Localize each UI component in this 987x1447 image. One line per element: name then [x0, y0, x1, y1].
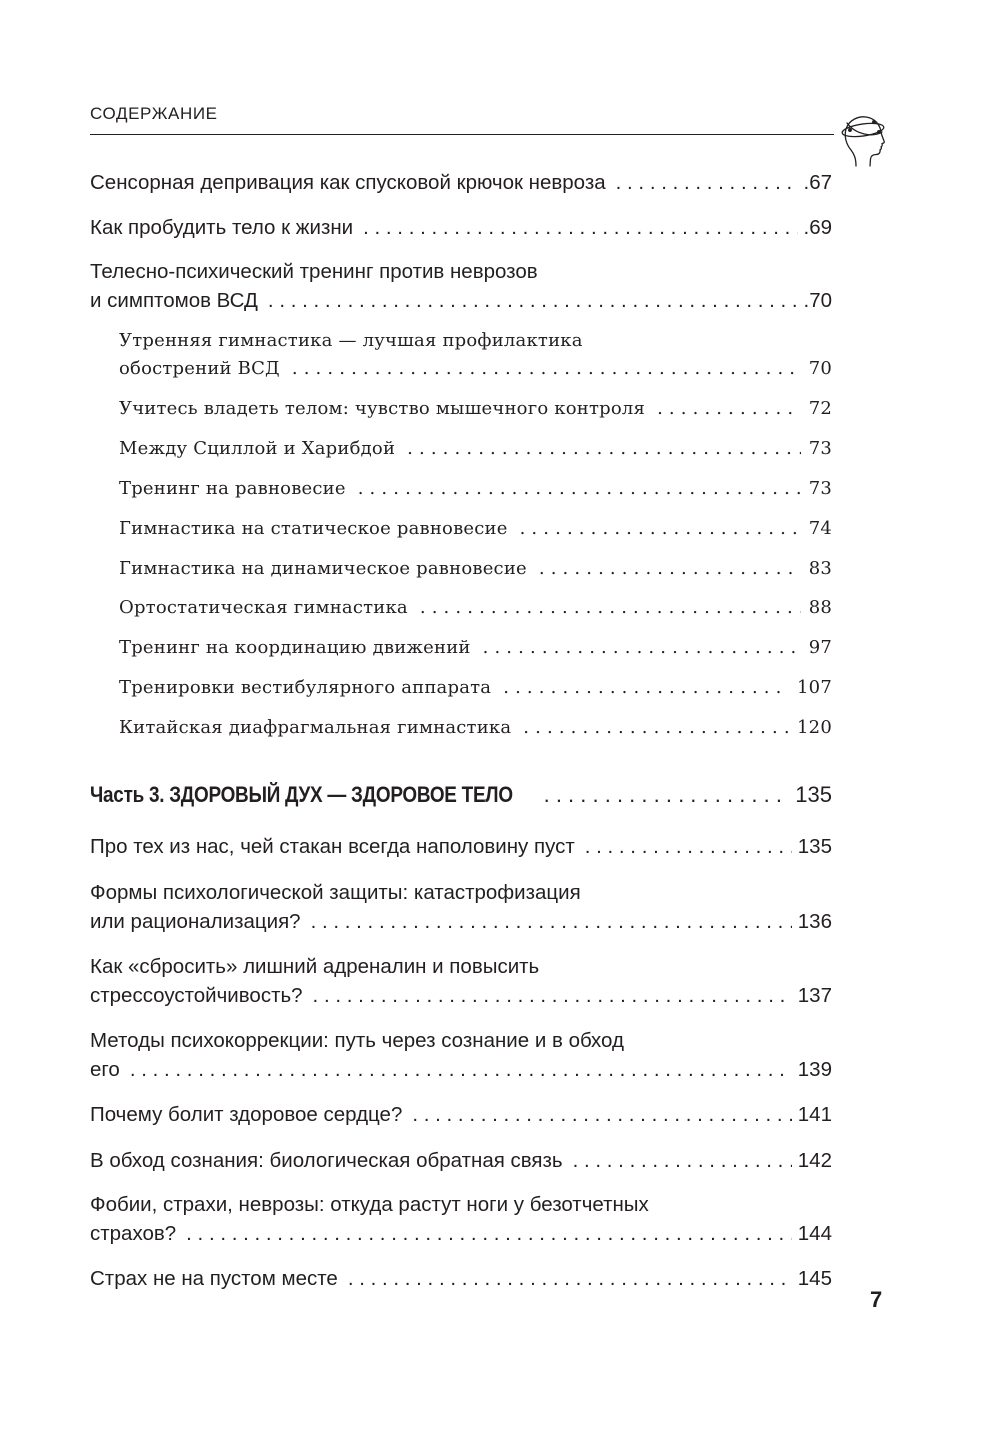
- toc-entry-page: 72: [808, 398, 832, 419]
- toc-entry-page: 139: [797, 1058, 832, 1081]
- toc-entry-row: [90, 168, 832, 197]
- toc-entry[interactable]: [90, 1026, 832, 1084]
- dot-leader: [483, 634, 801, 662]
- page-number: 7: [870, 1287, 883, 1312]
- toc-entry-page: 120: [797, 717, 832, 738]
- toc-entry[interactable]: [119, 674, 832, 702]
- toc-entry-title: или рационализация?: [90, 910, 301, 933]
- toc-entry-page: 73: [808, 478, 832, 499]
- toc-entry-row: [90, 1055, 832, 1084]
- toc-entry[interactable]: [90, 1100, 832, 1129]
- toc-entry-row: [119, 355, 832, 383]
- toc-entry-row: [119, 594, 832, 622]
- toc-entry-page: 135: [797, 835, 832, 858]
- toc-entry-page: 144: [797, 1222, 832, 1245]
- toc-entry-page: .70: [803, 289, 832, 312]
- toc-entry[interactable]: [90, 168, 832, 197]
- toc-entry[interactable]: [119, 714, 832, 742]
- toc-entry-title: Про тех из нас, чей стакан всегда наполовину пуст: [90, 835, 575, 858]
- dot-leader: [412, 1100, 791, 1129]
- toc-entry-page: 83: [808, 558, 832, 579]
- dot-leader: [616, 168, 798, 197]
- toc-entry-title: Часть 3. ЗДОРОВЫЙ ДУХ — ЗДОРОВОЕ ТЕЛО: [90, 782, 513, 807]
- toc-entry[interactable]: [90, 1146, 832, 1175]
- toc-entry-title-line: Утренняя гимнастика — лучшая профилактика: [119, 330, 583, 351]
- toc-entry[interactable]: [119, 555, 832, 583]
- toc-entry-title-line: Как «сбросить» лишний адреналин и повысить: [90, 955, 540, 978]
- dot-leader: [585, 832, 792, 861]
- toc-entry-title: стрессоустойчивость?: [90, 984, 303, 1007]
- toc-entry-title: Китайская диафрагмальная гимнастика: [119, 717, 512, 738]
- toc-entry-title: Тренировки вестибулярного аппарата: [119, 677, 492, 698]
- dot-leader: [130, 1055, 792, 1084]
- toc-entry-row: [119, 674, 832, 702]
- toc-entry-title: Как пробудить тело к жизни: [90, 216, 354, 239]
- toc-entry-row: [119, 395, 832, 423]
- toc-entry[interactable]: [90, 952, 832, 1010]
- toc-entry-row: [90, 1219, 832, 1248]
- dot-leader: [657, 395, 801, 423]
- toc-entry-page: 145: [797, 1267, 832, 1290]
- dot-leader: [292, 355, 801, 383]
- toc-entry-page: 88: [808, 597, 832, 618]
- toc-entry-title-line: Фобии, страхи, неврозы: откуда растут ноги у безотчетных: [90, 1193, 649, 1216]
- dot-leader: [520, 515, 801, 543]
- dot-leader: [186, 1219, 792, 1248]
- toc-entry-row: [90, 1146, 832, 1175]
- toc-entry-page: 136: [797, 910, 832, 933]
- toc-entry[interactable]: [119, 475, 832, 503]
- toc-entry-title: Тренинг на равновесие: [119, 478, 346, 499]
- toc-entry-row: [90, 832, 832, 861]
- toc-entry-title: В обход сознания: биологическая обратная связь: [90, 1149, 563, 1172]
- dot-leader: [313, 981, 792, 1010]
- toc-entry-page: 73: [808, 438, 832, 459]
- toc-entry-title-line: Методы психокоррекции: путь через сознание и в обход: [90, 1029, 624, 1052]
- toc-entry-row: [119, 555, 832, 583]
- toc-entry-title: его: [90, 1058, 120, 1081]
- toc-entry-row: [90, 286, 832, 315]
- toc-entry[interactable]: [119, 435, 832, 463]
- dot-leader: [573, 1146, 792, 1175]
- toc-entry-page: 107: [797, 677, 832, 698]
- toc-entry-page: 141: [797, 1103, 832, 1126]
- toc-entry-page: 137: [797, 984, 832, 1007]
- toc-entry[interactable]: [119, 515, 832, 543]
- toc-entry-title: обострений ВСД: [119, 358, 280, 379]
- toc-entry-page: 74: [808, 518, 832, 539]
- toc-entry[interactable]: [119, 327, 832, 383]
- toc-entry-title: Учитесь владеть телом: чувство мышечного контроля: [119, 398, 646, 419]
- dot-leader: [268, 286, 798, 315]
- toc-entry-page: 97: [808, 637, 832, 658]
- toc-entry-row: [119, 714, 832, 742]
- toc-entry-row: [90, 907, 832, 936]
- toc-entry-title: страхов?: [90, 1222, 177, 1245]
- toc-entry-title: Сенсорная депривация как спусковой крючок невроза: [90, 171, 606, 194]
- toc-entry-row: [119, 435, 832, 463]
- toc-entry[interactable]: [90, 1190, 832, 1248]
- toc-entry-title: Тренинг на координацию движений: [119, 637, 471, 658]
- toc-entry-row: [119, 515, 832, 543]
- toc-entry-title: Между Сциллой и Харибдой: [119, 438, 396, 459]
- toc-entry-title-line: Телесно-психический тренинг против неврозов: [90, 260, 538, 283]
- dot-leader: [363, 213, 797, 242]
- toc-entry[interactable]: [119, 395, 832, 423]
- dot-leader: [544, 780, 790, 810]
- toc-entry-title: Почему болит здоровое сердце?: [90, 1103, 403, 1126]
- dot-leader: [348, 1264, 792, 1293]
- toc-entry-title: Гимнастика на статическое равновесие: [119, 518, 508, 539]
- toc-entry-row: [90, 1100, 832, 1129]
- toc-entry-title: Гимнастика на динамическое равновесие: [119, 558, 527, 579]
- toc-entry[interactable]: [90, 878, 832, 936]
- toc-entry-row: [90, 780, 832, 810]
- toc-entry-row: [90, 1264, 832, 1293]
- toc-entry-row: [119, 634, 832, 662]
- toc-entry-row: [90, 981, 832, 1010]
- toc-entry-page: .67: [803, 171, 832, 194]
- toc-entry-page: 142: [797, 1149, 832, 1172]
- toc-entry[interactable]: [119, 634, 832, 662]
- toc-entry[interactable]: [119, 594, 832, 622]
- toc-entry[interactable]: [90, 1264, 832, 1293]
- toc-entry[interactable]: [90, 257, 832, 315]
- toc-entry-title: и симптомов ВСД: [90, 289, 258, 312]
- dot-leader: [407, 435, 801, 463]
- toc-entry-title: Ортостатическая гимнастика: [119, 597, 408, 618]
- toc-entry-title-line: Формы психологической защиты: катастрофизация: [90, 881, 581, 904]
- toc-entry[interactable]: [90, 832, 832, 861]
- dot-leader: [523, 714, 789, 742]
- dot-leader: [358, 475, 801, 503]
- dot-leader: [503, 674, 789, 702]
- dot-leader: [420, 594, 801, 622]
- toc-entry-page: .69: [803, 216, 832, 239]
- toc-entry-row: [119, 475, 832, 503]
- toc-entry[interactable]: [90, 213, 832, 242]
- running-header: СОДЕРЖАНИЕ: [90, 104, 218, 123]
- dot-leader: [539, 555, 801, 583]
- toc-entry-page: 135: [795, 782, 832, 807]
- toc-entry[interactable]: [90, 780, 832, 810]
- toc-entry-page: 70: [808, 358, 832, 379]
- dot-leader: [311, 907, 792, 936]
- toc-entry-row: [90, 213, 832, 242]
- toc-entry-title: Страх не на пустом месте: [90, 1267, 338, 1290]
